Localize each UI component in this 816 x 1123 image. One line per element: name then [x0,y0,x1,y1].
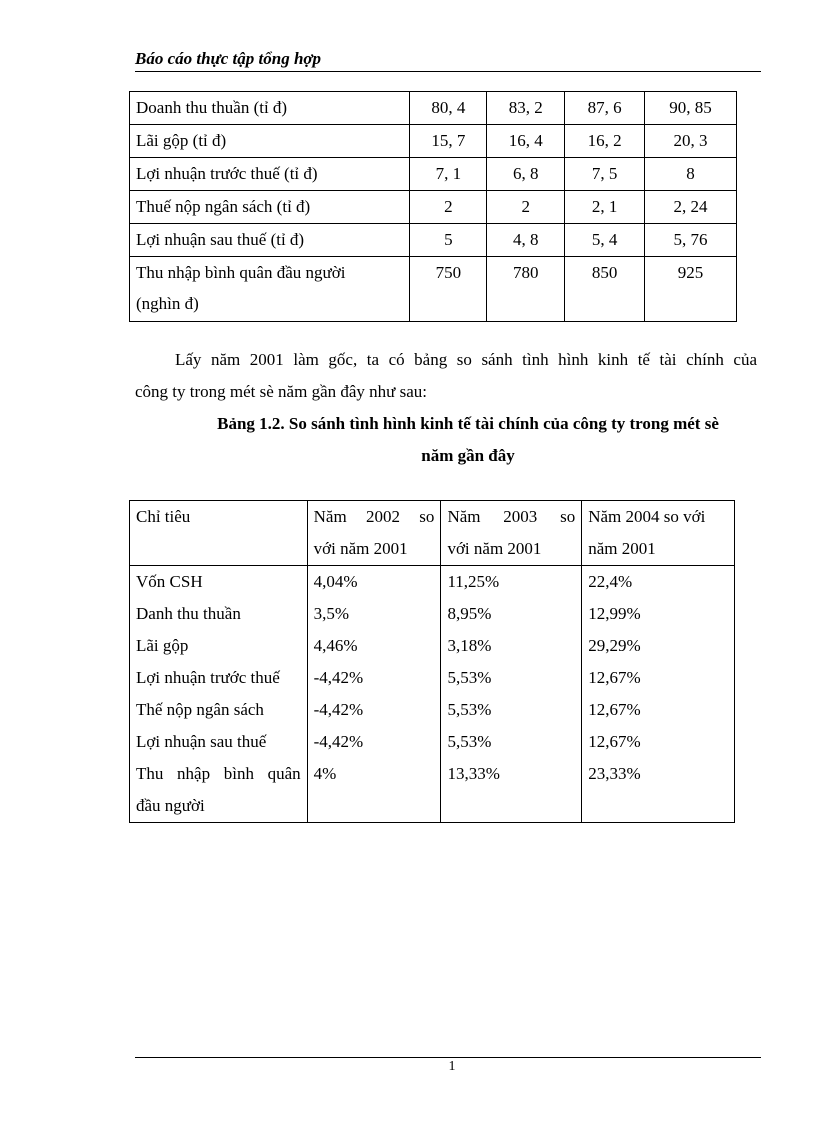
body-paragraph [135,344,757,408]
page-number: 1 [448,1059,456,1074]
table-cell: 2 [410,191,487,224]
table-column-values [441,566,582,823]
table-cell: 87, 6 [565,92,645,125]
row-value: Lợi nhuận trước thuế [136,668,280,687]
header-line: năm 2001 [588,539,656,558]
table-cell: 6, 8 [487,158,565,191]
row-value: Lợi nhuận sau thuế [136,732,267,751]
caption-line: Bảng 1.2. So sánh tình hình kinh tế tài chính của công ty trong mét sè [217,414,719,433]
header-line: với năm 2001 [313,539,408,558]
row-value: Thu nhập bình quân [136,764,301,783]
header-line: Năm 2004 so với [588,507,706,526]
row-value: Thế nộp ngân sách [136,700,264,719]
table-cell: 4, 8 [487,224,565,257]
column-header [441,501,582,566]
table-cell: 5,53% [447,732,492,751]
row-label: Lãi gộp (tỉ đ) [130,125,410,158]
row-label: Thuế nộp ngân sách (tỉ đ) [130,191,410,224]
table-row [130,92,737,125]
row-label [130,257,410,322]
table-cell: 12,67% [588,700,641,719]
header-line: Năm 2002 so [313,507,435,526]
table-caption [140,408,796,472]
table-cell: 16, 4 [487,125,565,158]
table-row [130,158,737,191]
table-cell: 4% [313,764,337,783]
table-cell: 16, 2 [565,125,645,158]
table-cell: 5 [410,224,487,257]
table-cell: 15, 7 [410,125,487,158]
row-label [130,566,308,823]
table-cell: 5,53% [447,700,492,719]
table-cell: 80, 4 [410,92,487,125]
table-row [130,566,735,823]
column-header: Chỉ tiêu [130,501,308,566]
table-cell: 12,67% [588,668,641,687]
row-label-text: Vốn CSH [136,572,203,591]
table-header-row [130,501,735,566]
table-cell: 7, 1 [410,158,487,191]
table-cell: 4,46% [313,636,358,655]
table-cell: 850 [565,257,645,322]
table-cell: 2 [487,191,565,224]
row-value: đầu người [136,796,205,815]
table-cell: 780 [487,257,565,322]
table-cell: 3,5% [313,604,350,623]
table-row [130,191,737,224]
table-cell: -4,42% [313,668,364,687]
comparison-table [129,500,735,823]
header-line: Năm 2003 so [447,507,576,526]
table-column-values [582,566,735,823]
table-cell: 4,04% [313,572,358,591]
row-label: Lợi nhuận sau thuế (tỉ đ) [130,224,410,257]
financial-summary-table [129,91,737,322]
table-cell: 22,4% [588,572,633,591]
table-row [130,224,737,257]
table-column-values [307,566,441,823]
paragraph-line: Lấy năm 2001 làm gốc, ta có bảng so sánh tình hình kinh tế tài chính của [175,350,757,369]
table-cell: 12,99% [588,604,641,623]
row-label: Doanh thu thuần (tỉ đ) [130,92,410,125]
table-cell: 5,53% [447,668,492,687]
table-cell: 925 [645,257,737,322]
row-value: Danh thu thuần [136,604,241,623]
table-cell: -4,42% [313,732,364,751]
footer-divider [135,1057,761,1058]
column-header [307,501,441,566]
table-cell: 20, 3 [645,125,737,158]
table-cell: 12,67% [588,732,641,751]
table-cell: 8,95% [447,604,492,623]
table-cell: 11,25% [447,572,500,591]
table-cell: 23,33% [588,764,641,783]
table-cell: 13,33% [447,764,500,783]
page-header: Báo cáo thực tập tổng hợp [135,47,761,72]
table-cell: 7, 5 [565,158,645,191]
table-row [130,125,737,158]
table-cell: 750 [410,257,487,322]
caption-line: năm gần đây [421,446,515,465]
header-line: với năm 2001 [447,539,542,558]
row-value: Lãi gộp [136,636,189,655]
row-label-line: (nghìn đ) [136,294,199,313]
table-cell: 3,18% [447,636,492,655]
table-cell: 5, 4 [565,224,645,257]
paragraph-line: công ty trong mét sè năm gần đây như sau: [135,382,428,401]
row-label-line: Thu nhập bình quân đầu người [136,263,346,282]
table-cell: 29,29% [588,636,641,655]
table-cell: 83, 2 [487,92,565,125]
table-cell: 2, 24 [645,191,737,224]
table-cell: 8 [645,158,737,191]
table-cell: 90, 85 [645,92,737,125]
table-cell: 5, 76 [645,224,737,257]
table-cell: -4,42% [313,700,364,719]
table-row [130,257,737,322]
table-cell: 2, 1 [565,191,645,224]
row-label: Lợi nhuận trước thuế (tỉ đ) [130,158,410,191]
column-header [582,501,735,566]
